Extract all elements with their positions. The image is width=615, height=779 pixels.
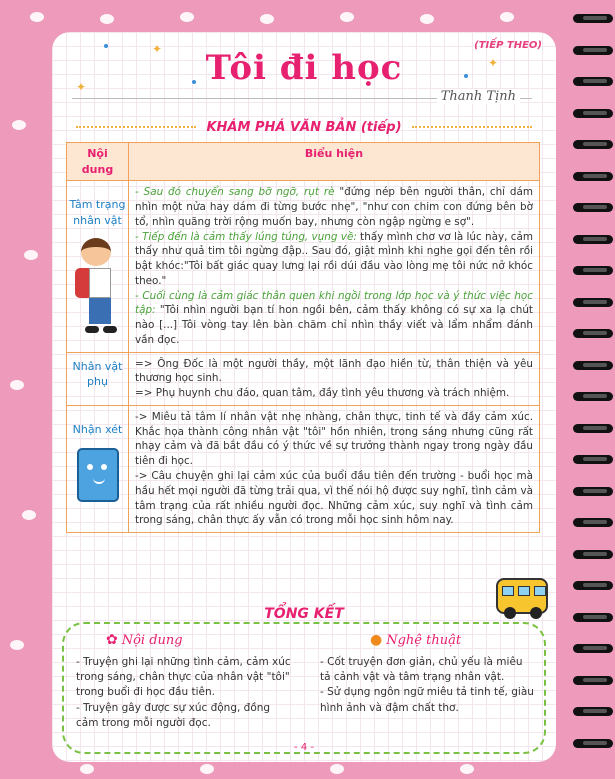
binding-ring (573, 644, 613, 653)
continued-label: (TIẾP THEO) (474, 40, 542, 51)
row-label: Nhận xét (72, 422, 123, 436)
highlight: - Cuối cùng là cảm giác thân quen khi ngồi trong lớp học và ý thức việc học tập: (135, 289, 533, 317)
binding-ring (573, 739, 613, 748)
binding-ring (573, 298, 613, 307)
row-label-cell (67, 181, 129, 352)
summary-content-label: Nội dung (121, 633, 183, 648)
col-header-expression: Biểu hiện (129, 143, 540, 181)
paragraph-text: => Ông Đốc là một người thầy, một lãnh đạo hiền từ, thân thiện và yêu thương học sinh. (135, 357, 533, 385)
paragraph (135, 185, 533, 229)
binding-ring (573, 329, 613, 338)
row-body (129, 181, 540, 352)
binding-ring (573, 613, 613, 622)
table-row (67, 405, 540, 532)
binding-ring (573, 235, 613, 244)
binding-ring (573, 109, 613, 118)
table-row (67, 352, 540, 405)
binding-ring (573, 14, 613, 23)
paragraph (135, 289, 533, 348)
row-label: Tâm trạng nhân vật (69, 198, 126, 227)
paragraph (135, 230, 533, 289)
binding-ring (573, 487, 613, 496)
summary-content-text: - Truyện ghi lại những tình cảm, cảm xúc trong sáng, chân thực của nhân vật "tôi" trong buổi đi học đầu tiên. - Truyện gây được sự xúc động, đồng cảm trong mỗi người đọc. (76, 656, 291, 729)
notebook-icon (77, 448, 119, 502)
binding-ring (573, 518, 613, 527)
row-label-cell (67, 405, 129, 532)
table-row (67, 181, 540, 352)
summary-content-heading (106, 632, 183, 648)
summary-art-label: Nghệ thuật (386, 633, 462, 648)
summary-title: TỔNG KẾT (264, 606, 344, 622)
spiral-binding (567, 14, 615, 774)
col-header-content: Nội dung (67, 143, 129, 181)
paragraph-text: "Tôi nhìn người bạn tí hon ngồi bên, cảm thấy không có sự xa lạ chút nào [...] Tôi vòng tay lên bàn chăm chỉ nhìn thầy viết và lẩm nhẩm đánh vần đọc. (135, 304, 533, 346)
highlight: - Sau đó chuyển sang bỡ ngỡ, rụt rè (135, 186, 335, 199)
binding-ring (573, 172, 613, 181)
binding-ring (573, 707, 613, 716)
notebook-page: (TIẾP THEO) ✦ ✦ ✦ Tôi đi học Thanh Tịnh KHÁM PHÁ VĂN BẢN (tiếp) Nội dung Biểu hiện Tâm trạng nhân vật - Sau đó chuyển sang bỡ ngỡ, rụt rè "đứng nép bên người thân, chỉ dám nhìn một nửa hay dám đi từng bước nhẹ", "như con chim con đứng bên bờ tổ, nhìn quãng trời rộng muốn bay, nhưng còn ngập ngừng e sợ". - Tiếp đến là cảm thấy lúng túng, vụng về: thấy mình chơ vơ là lúc này, cảm thấy như quả tim tôi ngừng đập.. Sau đó, giật mình khi nghe gọi đến tên rồi bật khóc:"Tôi bất giác quay lưng lại rồi dúi đầu vào lòng mẹ tôi nức nở khóc theo." - Cuối cùng là cảm giác thân quen khi ngồi trong lớp học và ý thức việc học tập: "Tôi nhìn người bạn tí hon ngồi bên, cảm thấy không có sự xa lạ chút nào [...] Tôi vòng tay lên bàn chăm chỉ nhìn thầy viết và lẩm nhẩm đánh vần đọc. Nhân vật phụ => Ông Đốc là một người thầy, một lãnh đạo hiền từ, thân thiện và yêu thương học sinh. => Phụ huynh chu đáo, quan tâm, đầy tình yêu thương và trách nhiệm. Nhận xét -> Miêu tả tâm lí nhân vật nhẹ nhàng, chân thực, tinh tế và đầy cảm xúc. Khắc họa thành công nhân vật "tôi" hồn nhiên, trong sáng nhưng cũng rất nhạy cảm và đã bắt đầu có ý thức về sự trưởng thành ngay trong ngày đầu tiên đi học. -> Câu chuyện ghi lại cảm xúc của buổi đầu tiên đến trường - buổi học mà hầu hết mọi người đã từng trải qua, vì thế nói hộ được suy nghĩ, tình cảm và tâm trạng của rất nhiều người đọc. Những cảm xúc, suy nghĩ và tình cảm trong sáng, chân thực ấy vẫn có trong mỗi học sinh hôm nay. TỔNG KẾT ✿ Nội dung - Truyện ghi lại những tình cảm, cảm xúc trong sáng, chân thực của nhân vật "tôi" trong buổi đi học đầu tiên. - Truyện gây được sự xúc động, đồng cảm trong mỗi người đọc. ● Nghệ thuật - Cốt truyện đơn giản, chủ yếu là miêu tả cảnh vật và tâm trạng nhân vật. - Sử dụng ngôn ngữ miêu tả tinh tế, giàu hình ảnh và đậm chất thơ. - 4 - (52, 32, 556, 762)
binding-ring (573, 424, 613, 433)
row-body (129, 405, 540, 532)
paragraph-text: "đứng nép bên người thân, chỉ dám nhìn một nửa hay dám đi từng bước nhẹ", "như con chim con đứng bên bờ tổ, nhìn quãng trời rộng muốn bay, nhưng còn ngập ngừng e sợ". (135, 186, 533, 228)
table-header-row (67, 143, 540, 181)
flower-icon: ✿ (106, 632, 118, 648)
binding-ring (573, 676, 613, 685)
binding-ring (573, 455, 613, 464)
highlight: - Tiếp đến là cảm thấy lúng túng, vụng về: (135, 230, 357, 243)
binding-ring (573, 392, 613, 401)
paragraph-text: => Phụ huynh chu đáo, quan tâm, đầy tình yêu thương và trách nhiệm. (135, 387, 510, 400)
row-label-cell (67, 352, 129, 405)
row-label: Nhân vật phụ (72, 359, 123, 389)
page-number: - 4 - (294, 742, 314, 753)
binding-ring (573, 203, 613, 212)
author-name: Thanh Tịnh (437, 89, 520, 104)
binding-ring (573, 581, 613, 590)
schoolboy-illustration (75, 238, 121, 338)
binding-ring (573, 550, 613, 559)
analysis-table (66, 142, 540, 533)
summary-art-text: - Cốt truyện đơn giản, chủ yếu là miêu tả cảnh vật và tâm trạng nhân vật. - Sử dụng ngôn ngữ miêu tả tinh tế, giàu hình ảnh và đậm chất thơ. (320, 656, 534, 714)
binding-ring (573, 266, 613, 275)
paragraph-text: thấy mình chơ vơ là lúc này, cảm thấy như quả tim tôi ngừng đập.. Sau đó, giật mình khi nghe gọi đến tên rồi bật khóc:"Tôi bất giác quay lưng lại rồi dúi đầu vào lòng mẹ tôi nức nở khóc theo." (135, 230, 533, 287)
binding-ring (573, 77, 613, 86)
binding-ring (573, 361, 613, 370)
paragraph-text: -> Miêu tả tâm lí nhân vật nhẹ nhàng, chân thực, tinh tế và đầy cảm xúc. Khắc họa thành công nhân vật "tôi" hồn nhiên, trong sáng nhưng cũng rất nhạy cảm và đã bắt đầu có ý thức về sự trưởng thành ngay trong ngày đầu tiên đi học. (135, 410, 533, 468)
fruit-icon: ● (370, 632, 383, 648)
row-body (129, 352, 540, 405)
binding-ring (573, 140, 613, 149)
paragraph-text: -> Câu chuyện ghi lại cảm xúc của buổi đầu tiên đến trường - buổi học mà hầu hết mọi người đã từng trải qua, vì thế nói hộ được suy nghĩ, tình cảm và tâm trạng của rất nhiều người đọc. Những cảm xúc, suy nghĩ và tình cảm trong sáng, chân thực ấy vẫn có trong mỗi học sinh hôm nay. (135, 470, 533, 527)
binding-ring (573, 46, 613, 55)
section-title: KHÁM PHÁ VĂN BẢN (tiếp) (206, 120, 402, 135)
summary-art-heading (370, 632, 461, 648)
page-title: Tôi đi học (205, 48, 403, 88)
